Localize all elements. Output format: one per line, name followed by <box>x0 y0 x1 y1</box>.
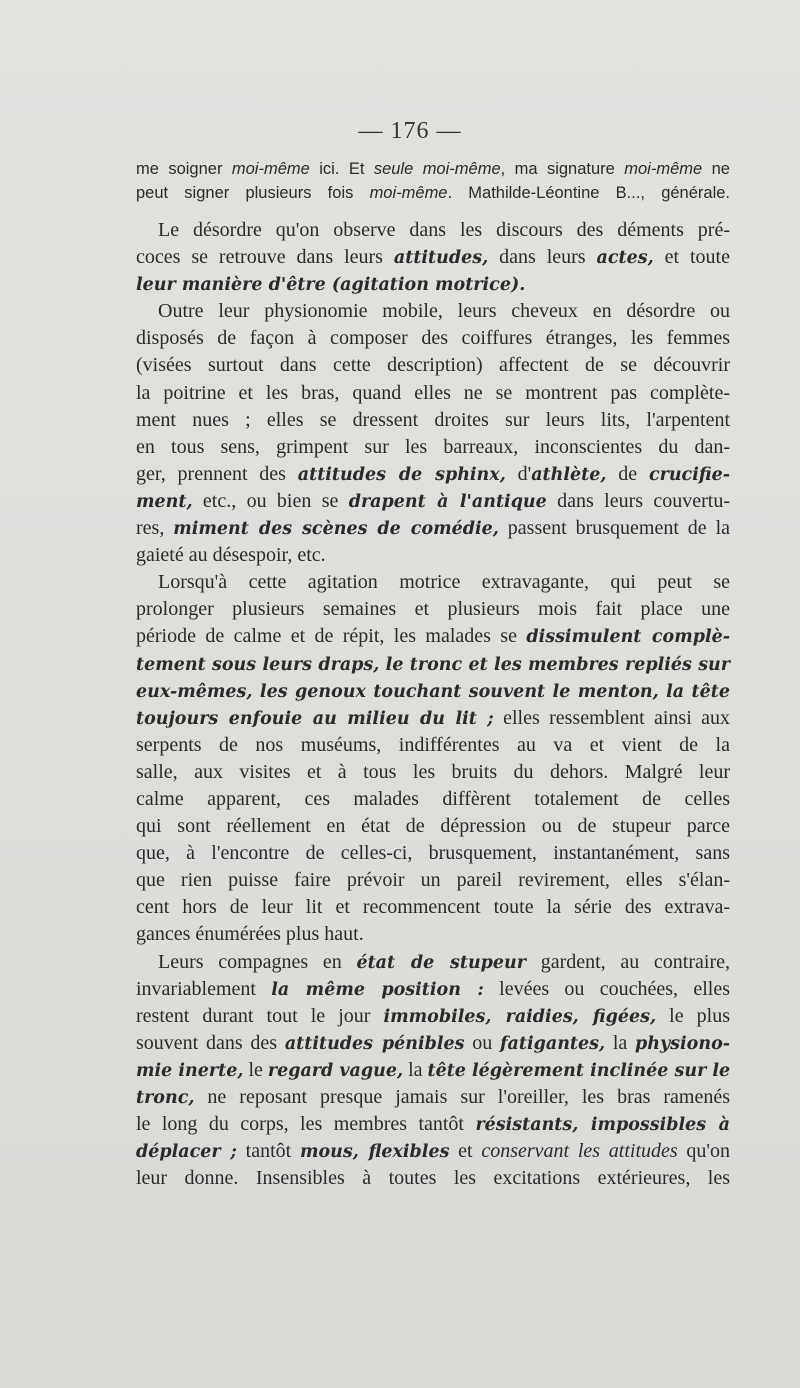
emphasized-text: ment, <box>136 491 193 512</box>
text-line <box>136 1165 730 1192</box>
emphasized-text: mie inerte, <box>136 1060 244 1081</box>
text-line <box>136 921 730 948</box>
text-line <box>136 515 730 542</box>
text-segment: ne <box>702 160 730 178</box>
text-segment: le plus <box>656 1004 731 1027</box>
text-line <box>136 786 730 813</box>
emphasized-text: actes, <box>596 248 654 269</box>
text-segment: période de calme et de répit, les malades se <box>136 625 527 648</box>
text-segment: la poitrine et les bras, quand elles ne se montrent pas complète- <box>136 381 730 404</box>
emphasized-text: tronc, <box>136 1088 195 1108</box>
body-text <box>136 217 730 1192</box>
emphasized-text: état de stupeur <box>356 952 527 973</box>
text-segment: elles ressemblent ainsi aux <box>493 706 730 729</box>
text-segment: tantôt <box>236 1140 300 1163</box>
text-line <box>136 271 730 298</box>
text-line <box>136 867 730 894</box>
text-segment: le <box>243 1058 268 1081</box>
quoted-signature-passage <box>136 157 730 205</box>
text-line <box>136 1057 730 1084</box>
text-line <box>136 461 730 488</box>
text-segment: ou <box>464 1031 501 1054</box>
emphasized-text: attitudes, <box>393 248 489 269</box>
text-line <box>136 569 730 596</box>
emphasized-text: eux-mêmes, les genoux touchant souvent le menton, la tête <box>136 681 730 702</box>
text-segment: restent durant tout le jour <box>136 1004 384 1027</box>
page-number: — 176 — <box>358 118 462 144</box>
text-segment: dans leurs <box>488 246 597 269</box>
text-line <box>136 1084 730 1111</box>
emphasized-text: attitudes pénibles <box>284 1033 465 1054</box>
text-line <box>136 325 730 352</box>
text-segment: Leurs compagnes en <box>158 950 357 973</box>
text-line <box>136 352 730 379</box>
emphasized-text: crucifie- <box>648 464 730 485</box>
text-segment: , ma signature <box>500 160 625 178</box>
italic-text: conservant les attitudes <box>481 1140 678 1163</box>
text-line <box>136 678 730 705</box>
text-segment: souvent dans des <box>136 1031 285 1054</box>
text-segment: gaieté au désespoir, etc. <box>136 544 326 567</box>
text-segment: d' <box>505 462 532 485</box>
text-segment: . Mathilde-Léontine B..., générale. <box>447 184 730 202</box>
emphasized-text: drapent à l'antique <box>348 491 547 512</box>
emphasized-text: la même position : <box>271 979 484 1000</box>
emphasized-text: immobiles, raidies, figées, <box>383 1006 657 1027</box>
text-line <box>136 298 730 325</box>
text-line <box>136 813 730 840</box>
text-segment: leur donne. Insensibles à toutes les excitations extérieures, les <box>136 1167 730 1190</box>
text-line <box>136 1111 730 1138</box>
text-line <box>136 380 730 407</box>
emphasized-text: toujours enfouie au milieu du lit ; <box>136 708 494 729</box>
text-line <box>136 181 730 205</box>
text-segment: Lorsqu'à cette agitation motrice extravagante, qui peut se <box>158 571 730 594</box>
text-line <box>136 217 730 244</box>
text-segment: coces se retrouve dans leurs <box>136 246 394 269</box>
emphasized-text: tête légèrement inclinée sur le <box>427 1060 731 1081</box>
text-segment: calme apparent, ces malades diffèrent totalement de celles <box>136 787 730 810</box>
text-line <box>136 651 730 678</box>
text-line <box>136 949 730 976</box>
text-segment: serpents de nos muséums, indifférentes au va et vient de la <box>136 733 730 756</box>
text-line <box>136 732 730 759</box>
italic-text: moi-même <box>369 184 448 202</box>
text-segment: gances énumérées plus haut. <box>136 923 364 946</box>
text-line <box>136 1138 730 1165</box>
text-line <box>136 623 730 650</box>
text-block <box>136 157 730 1192</box>
text-segment: que, à l'encontre de celles-ci, brusquement, instantanément, sans <box>136 842 730 865</box>
emphasized-text: athlète, <box>531 464 607 485</box>
text-segment: et toute <box>653 246 730 269</box>
text-segment: en tous sens, grimpent sur les barreaux, inconscientes du dan- <box>136 435 730 458</box>
emphasized-text: tement sous leurs draps, le tronc et les membres repliés sur <box>136 654 730 675</box>
text-line <box>136 840 730 867</box>
text-segment: la <box>403 1058 428 1081</box>
text-line <box>136 488 730 515</box>
text-segment: de <box>606 462 649 485</box>
text-segment: etc., ou bien se <box>192 489 349 512</box>
text-segment: prolonger plusieurs semaines et plusieurs mois fait place une <box>136 598 730 621</box>
text-line <box>136 542 730 569</box>
text-segment: salle, aux visites et à tous les bruits du dehors. Malgré leur <box>136 760 730 783</box>
text-segment: (visées surtout dans cette description) affectent de se découvrir <box>136 354 730 377</box>
text-line <box>136 894 730 921</box>
text-segment: gardent, au contraire, <box>526 950 730 973</box>
italic-text: moi-même <box>624 160 703 178</box>
text-line <box>136 244 730 271</box>
text-line <box>136 157 730 181</box>
emphasized-text: dissimulent complè- <box>526 627 730 648</box>
text-segment: cent hors de leur lit et recommencent toute la série des extrava- <box>136 896 730 919</box>
text-segment: disposés de façon à composer des coiffures étranges, les femmes <box>136 327 730 350</box>
emphasized-text: regard vague, <box>267 1060 404 1081</box>
italic-text: moi-même <box>231 160 310 178</box>
text-line <box>136 1003 730 1030</box>
text-segment: que rien puisse faire prévoir un pareil revirement, elles s'élan- <box>136 869 730 892</box>
emphasized-text: leur manière d'être (agitation motrice). <box>136 275 526 296</box>
text-segment: ger, prennent des <box>136 462 298 485</box>
emphasized-text: attitudes de sphinx, <box>297 464 506 485</box>
text-segment: ne reposant presque jamais sur l'oreiller, les bras ramenés <box>194 1086 730 1108</box>
italic-text: seule moi-même <box>373 160 501 178</box>
text-segment: qui sont réellement en état de dépression ou de stupeur parce <box>136 815 730 838</box>
text-line <box>136 434 730 461</box>
text-segment: le long du corps, les membres tantôt <box>136 1113 476 1136</box>
text-line <box>136 407 730 434</box>
text-segment: passent brusquement de la <box>498 517 731 540</box>
text-segment: et <box>449 1140 482 1163</box>
text-line <box>136 1030 730 1057</box>
text-segment: qu'on <box>677 1140 731 1163</box>
text-segment: ment nues ; elles se dressent droites sur leurs lits, l'arpentent <box>136 408 730 431</box>
text-line <box>136 705 730 732</box>
text-segment: peut signer plusieurs fois <box>136 184 370 202</box>
emphasized-text: mous, flexibles <box>299 1142 450 1163</box>
emphasized-text: déplacer ; <box>136 1142 237 1163</box>
emphasized-text: résistants, impossibles à <box>475 1115 731 1136</box>
text-segment: Le désordre qu'on observe dans les discours des déments pré- <box>158 219 730 241</box>
text-segment: ici. Et <box>309 160 374 178</box>
text-line <box>136 596 730 623</box>
text-segment: me soigner <box>136 160 232 178</box>
text-line <box>136 976 730 1003</box>
text-segment: la <box>605 1031 636 1054</box>
text-line <box>136 759 730 786</box>
text-segment: res, <box>136 517 174 540</box>
text-segment: invariablement <box>136 977 272 1000</box>
text-segment: dans leurs couvertu- <box>546 489 731 512</box>
emphasized-text: physiono- <box>635 1033 731 1054</box>
emphasized-text: miment des scènes de comédie, <box>173 519 499 540</box>
text-segment: levées ou couchées, elles <box>483 977 731 1000</box>
emphasized-text: fatigantes, <box>500 1033 606 1054</box>
paragraph-gap <box>136 205 730 217</box>
text-segment: Outre leur physionomie mobile, leurs cheveux en désordre ou <box>158 300 730 323</box>
